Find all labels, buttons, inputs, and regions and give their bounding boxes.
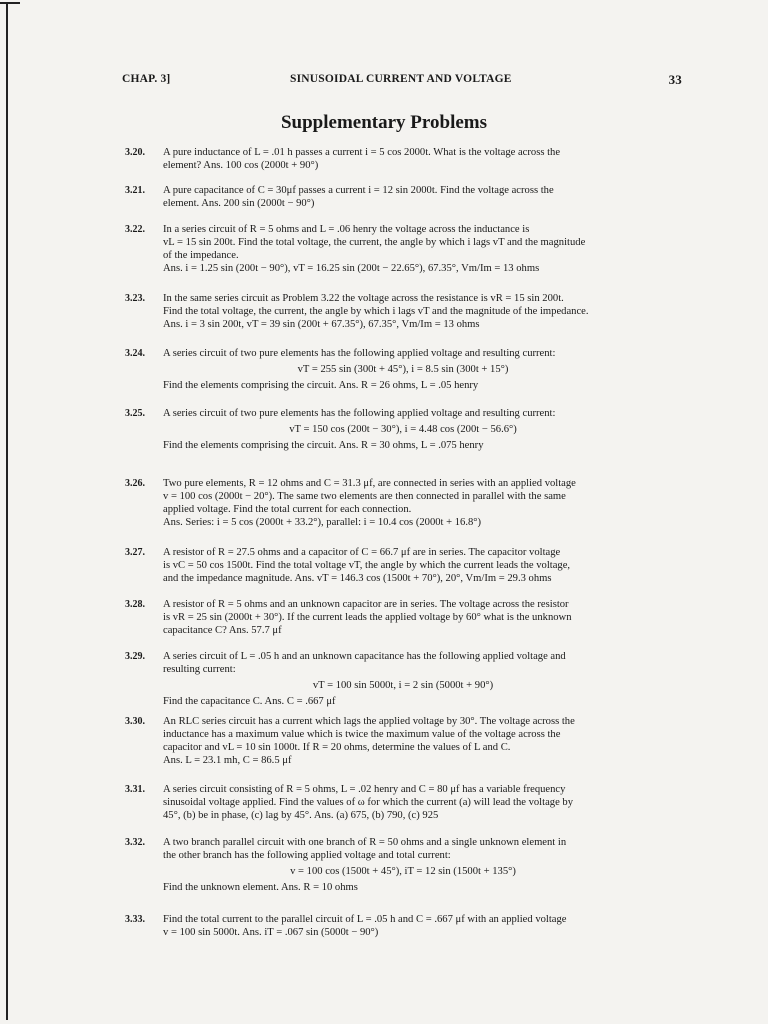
problem-line: Ans. Series: i = 5 cos (2000t + 33.2°), parallel: i = 10.4 cos (2000t + 16.8°) (163, 517, 482, 529)
problem-line: A series circuit consisting of R = 5 ohms, L = .02 henry and C = 80 μf has a variable frequency (163, 784, 566, 795)
problem-number: 3.23. (125, 293, 145, 304)
problem-line: inductance has a maximum value which is twice the maximum value of the voltage across the (163, 729, 561, 741)
problem-line: Find the total current to the parallel circuit of L = .05 h and C = .667 μf with an applied voltage (163, 914, 567, 925)
problem-text (163, 783, 683, 822)
problem-line: In the same series circuit as Problem 3.22 the voltage across the resistance is vR = 15 sin 200t. (163, 293, 564, 304)
problem-text (163, 715, 683, 767)
problem-line: resulting current: (163, 664, 236, 676)
problem-number: 3.30. (125, 716, 145, 727)
problem-number: 3.24. (125, 348, 145, 359)
problem-line: A two branch parallel circuit with one branch of R = 50 ohms and a single unknown element in (163, 837, 567, 848)
problem-equation: vT = 100 sin 5000t, i = 2 sin (5000t + 90°) (312, 680, 494, 692)
problem-line: Ans. L = 23.1 mh, C = 86.5 μf (163, 755, 292, 767)
problem-line: of the impedance. (163, 250, 239, 262)
problem-text (163, 223, 683, 275)
problem-line: A series circuit of L = .05 h and an unknown capacitance has the following applied voltage and (163, 651, 566, 662)
problem-line: Two pure elements, R = 12 ohms and C = 31.3 μf, are connected in series with an applied voltage (163, 478, 576, 489)
problem-text (163, 836, 683, 894)
problem-number: 3.20. (125, 147, 145, 158)
problem-text (163, 477, 683, 529)
problem-line: the other branch has the following applied voltage and total current: (163, 850, 451, 862)
problem-equation: vT = 150 cos (200t − 30°), i = 4.48 cos (200t − 56.6°) (289, 424, 517, 436)
problem-text (163, 598, 683, 637)
problem-line: 45°, (b) be in phase, (c) lag by 45°. Ans. (a) 675, (b) 790, (c) 925 (163, 810, 439, 822)
problem-text (163, 184, 683, 210)
problem-number: 3.21. (125, 185, 145, 196)
problem-text (163, 347, 683, 392)
problem-line: Ans. i = 3 sin 200t, vT = 39 sin (200t + 67.35°), 67.35°, Vm/Im = 13 ohms (163, 319, 480, 331)
problem-line: A series circuit of two pure elements has the following applied voltage and resulting current: (163, 408, 556, 419)
problem-number: 3.25. (125, 408, 145, 419)
problem-line: element. Ans. 200 sin (2000t − 90°) (163, 198, 315, 210)
page-number: 33 (668, 72, 682, 87)
problem-number: 3.29. (125, 651, 145, 662)
section-title: Supplementary Problems (280, 112, 487, 133)
problem-line: element? Ans. 100 cos (2000t + 90°) (163, 160, 319, 172)
problem-text (163, 546, 683, 585)
problem-line: A pure capacitance of C = 30μf passes a current i = 12 sin 2000t. Find the voltage across the (163, 185, 554, 196)
problem-answer-line: Find the capacitance C. Ans. C = .667 μf (163, 696, 336, 708)
problem-line: A resistor of R = 5 ohms and an unknown capacitor are in series. The voltage across the resistor (163, 599, 569, 610)
problem-equation: v = 100 cos (1500t + 45°), iT = 12 sin (1500t + 135°) (290, 866, 516, 878)
problem-answer-line: Find the elements comprising the circuit. Ans. R = 26 ohms, L = .05 henry (163, 380, 479, 392)
problem-number: 3.33. (125, 914, 145, 925)
chapter-label: CHAP. 3] (122, 73, 171, 85)
problem-line: capacitance C? Ans. 57.7 μf (163, 625, 282, 637)
problem-equation: vT = 255 sin (300t + 45°), i = 8.5 sin (300t + 15°) (297, 364, 509, 376)
problem-line: v = 100 sin 5000t. Ans. iT = .067 sin (5000t − 90°) (163, 927, 379, 939)
problem-text (163, 650, 683, 708)
problem-line: v = 100 cos (2000t − 20°). The same two elements are then connected in parallel with the same (163, 491, 566, 503)
problem-line: and the impedance magnitude. Ans. vT = 146.3 cos (1500t + 70°), 20°, Vm/Im = 29.3 ohms (163, 573, 552, 585)
problem-answer-line: Find the unknown element. Ans. R = 10 ohms (163, 882, 358, 894)
running-title: SINUSOIDAL CURRENT AND VOLTAGE (290, 73, 512, 85)
problem-number: 3.31. (125, 784, 145, 795)
problem-line: A resistor of R = 27.5 ohms and a capacitor of C = 66.7 μf are in series. The capacitor voltage (163, 547, 561, 558)
problem-line: Ans. i = 1.25 sin (200t − 90°), vT = 16.25 sin (200t − 22.65°), 67.35°, Vm/Im = 13 ohms (163, 263, 540, 275)
problem-line: An RLC series circuit has a current which lags the applied voltage by 30°. The voltage across the (163, 716, 575, 727)
problem-number: 3.32. (125, 837, 145, 848)
problem-line: A series circuit of two pure elements has the following applied voltage and resulting current: (163, 348, 556, 359)
problem-text (163, 292, 683, 331)
problem-text (163, 407, 683, 452)
problem-number: 3.22. (125, 224, 145, 235)
problem-text (163, 146, 683, 172)
problem-line: sinusoidal voltage applied. Find the values of ω for which the current (a) will lead the voltage by (163, 797, 574, 809)
problem-text (163, 913, 683, 939)
problem-line: In a series circuit of R = 5 ohms and L = .06 henry the voltage across the inductance is (163, 224, 530, 235)
problem-line: Find the total voltage, the current, the angle by which i lags vT and the magnitude of the impedance. (163, 306, 589, 318)
problem-line: vL = 15 sin 200t. Find the total voltage, the current, the angle by which i lags vT and the magnitude (163, 237, 586, 249)
problem-line: A pure inductance of L = .01 h passes a current i = 5 cos 2000t. What is the voltage across the (163, 147, 561, 158)
problem-line: applied voltage. Find the total current for each connection. (163, 504, 412, 516)
problem-line: is vR = 25 sin (2000t + 30°). If the current leads the applied voltage by 60° what is the unknown (163, 612, 572, 624)
problem-line: is vC = 50 cos 1500t. Find the total voltage vT, the angle by which the current leads the voltage, (163, 560, 571, 572)
problem-answer-line: Find the elements comprising the circuit. Ans. R = 30 ohms, L = .075 henry (163, 440, 484, 452)
problem-number: 3.26. (125, 478, 145, 489)
problem-number: 3.27. (125, 547, 145, 558)
problem-number: 3.28. (125, 599, 145, 610)
problem-line: capacitor and vL = 10 sin 1000t. If R = 20 ohms, determine the values of L and C. (163, 742, 511, 754)
